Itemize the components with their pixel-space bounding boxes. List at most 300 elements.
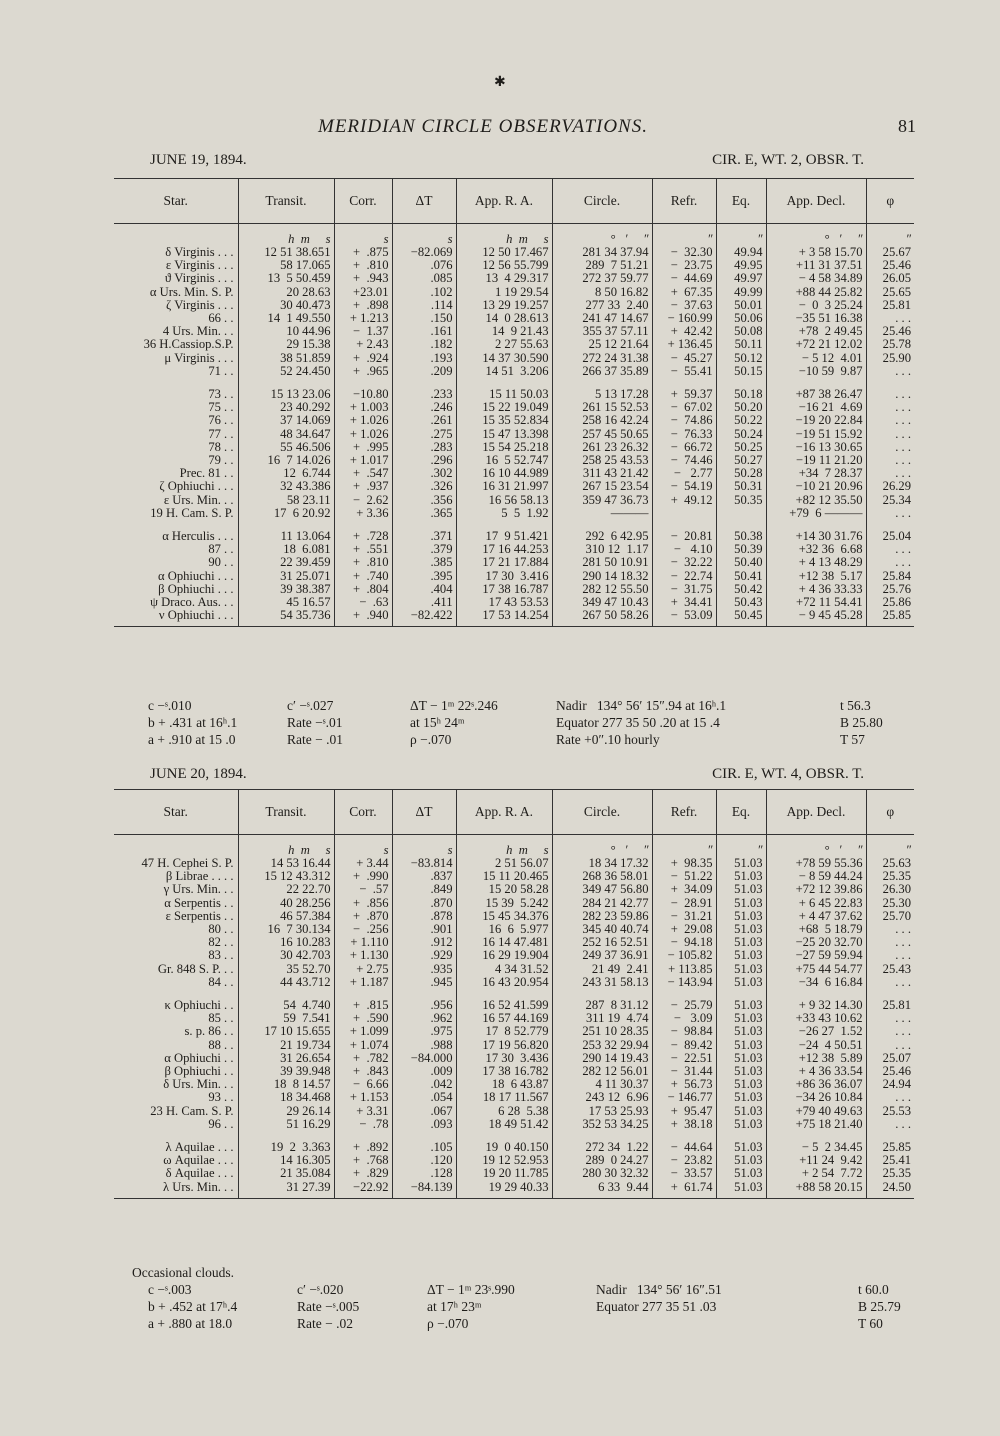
unit-phi: ″ [866,224,914,247]
cell-transit: 35 52.70 [238,963,334,976]
unit-transit: h m s [238,224,334,247]
cell-eq: 50.39 [716,543,766,556]
section-header [150,766,864,783]
cell-app-ra: 18 17 11.567 [456,1091,552,1104]
cell-refr: − 28.91 [652,897,716,910]
cell-star: 47 H. Cephei S. P. [141,856,234,870]
cell-circle: 290 14 18.32 [552,570,652,583]
cell-delta-t: .411 [392,596,456,609]
cell-circle: 355 37 57.11 [552,325,652,338]
cell-delta-t: −84.000 [392,1052,456,1065]
cell-eq: 50.28 [716,467,766,480]
cell-phi: 25.81 [866,989,914,1012]
cell-star: β Librae . . . . [165,869,234,884]
table-row [114,1167,914,1180]
footer-line: c −ˢ.003 [148,1282,192,1297]
cell-app-decl: +11 24 9.42 [766,1154,866,1167]
cell-circle: 267 15 23.54 [552,480,652,493]
cell-eq: 49.97 [716,272,766,285]
cell-star: α Urs. Min. S. P. [149,284,234,299]
cell-star: α Ophiuchi . . [164,1050,234,1065]
cell-app-ra: 16 10 44.989 [456,467,552,480]
cell-app-decl: + 4 47 37.62 [766,910,866,923]
cell-refr: + 38.18 [652,1118,716,1131]
cell-phi: . . . [866,441,914,454]
cell-corr: + 1.213 [334,312,392,325]
cell-phi: 25.81 [866,299,914,312]
cell-delta-t: .233 [392,378,456,401]
column-header-app-ra: App. R. A. [456,790,552,835]
cell-refr: − 4.10 [652,543,716,556]
cell-app-decl: +34 7 28.37 [766,467,866,480]
cell-corr: + .995 [334,441,392,454]
table-row [114,352,914,365]
cell-corr: + .551 [334,543,392,556]
cell-star: ζ Virginis . . . [165,297,234,312]
cell-delta-t: .105 [392,1131,456,1154]
cell-refr: − 23.82 [652,1154,716,1167]
cell-circle: 345 40 40.74 [552,923,652,936]
cell-star: α Ophiuchi . . . [157,568,234,583]
unit-eq: ″ [716,224,766,247]
cell-app-decl: +78 59 55.36 [766,857,866,870]
cell-corr: + .728 [334,520,392,543]
cell-phi: 25.04 [866,520,914,543]
cell-app-decl: + 4 13 48.29 [766,556,866,569]
cell-app-decl: −19 20 22.84 [766,414,866,427]
cell-delta-t: .945 [392,976,456,989]
cell-phi: 26.30 [866,883,914,896]
column-header-circle: Circle. [552,179,652,224]
cell-delta-t: .275 [392,428,456,441]
cell-phi: . . . [866,312,914,325]
cell-eq: 49.99 [716,286,766,299]
cell-phi: . . . [866,428,914,441]
footer-line: c′ −ˢ.020 [297,1282,344,1297]
cell-phi: . . . [866,365,914,378]
column-header-eq: Eq. [716,790,766,835]
table-row [114,963,914,976]
cell-refr: + 67.35 [652,286,716,299]
cell-app-ra: 5 5 1.92 [456,507,552,520]
cell-app-ra: 1 19 29.54 [456,286,552,299]
cell-refr: − 74.86 [652,414,716,427]
cell-app-ra: 16 52 41.599 [456,989,552,1012]
footer-line: Equator 277 35 51 .03 [596,1299,717,1314]
cell-transit: 16 7 14.026 [238,454,334,467]
instrument-info: CIR. E, WT. 2, OBSR. T. [712,152,864,168]
footer-line: Rate +0″.10 hourly [556,732,660,747]
cell-phi: 25.65 [866,286,914,299]
cell-corr: + .547 [334,467,392,480]
cell-refr: − 143.94 [652,976,716,989]
cell-corr: + .768 [334,1154,392,1167]
cell-refr: + 34.09 [652,883,716,896]
cell-delta-t: .042 [392,1078,456,1091]
unit-refr: ″ [652,224,716,247]
cell-corr: − 6.66 [334,1078,392,1091]
unit-corr: s [334,835,392,858]
cell-app-decl: −35 51 16.38 [766,312,866,325]
cell-eq: 51.03 [716,1065,766,1078]
cell-app-ra: 17 16 44.253 [456,543,552,556]
cell-app-ra: 15 11 20.465 [456,870,552,883]
cell-star: 85 . . [208,1011,234,1026]
cell-app-ra: 18 49 51.42 [456,1118,552,1131]
unit-star [114,835,238,858]
cell-eq: 50.40 [716,556,766,569]
cell-app-decl: +88 58 20.15 [766,1181,866,1199]
cell-refr: + 56.73 [652,1078,716,1091]
cell-app-ra: 16 43 20.954 [456,976,552,989]
cell-eq: 51.03 [716,1052,766,1065]
cell-corr: −22.92 [334,1181,392,1199]
cell-delta-t: .371 [392,520,456,543]
cell-delta-t: .296 [392,454,456,467]
cell-circle: 6 33 9.44 [552,1181,652,1199]
cell-eq: 50.06 [716,312,766,325]
cell-star: 83 . . [208,948,234,963]
footer-line: Equator 277 35 50 .20 at 15 .4 [556,715,720,730]
cell-app-decl: +86 36 36.07 [766,1078,866,1091]
column-header-refr: Refr. [652,790,716,835]
footer-col-2 [297,1281,359,1332]
cell-phi: 24.50 [866,1181,914,1199]
cell-eq: 49.95 [716,259,766,272]
cell-delta-t: .870 [392,897,456,910]
cell-app-decl: +12 38 5.17 [766,570,866,583]
cell-transit: 44 43.712 [238,976,334,989]
cell-star: β Ophiuchi . . . [158,581,234,596]
footer-line: a + .910 at 15 .0 [148,732,236,747]
cell-transit: 14 1 49.550 [238,312,334,325]
cell-phi: 25.67 [866,246,914,259]
cell-eq: 50.11 [716,338,766,351]
footer-line: Rate −ˢ.01 [287,715,343,730]
unit-app-ra: h m s [456,835,552,858]
cell-transit: 16 7 30.134 [238,923,334,936]
cell-delta-t: .150 [392,312,456,325]
cell-eq: 51.03 [716,897,766,910]
cell-delta-t: .128 [392,1167,456,1180]
cell-transit: 21 19.734 [238,1039,334,1052]
table-row [114,949,914,962]
cell-phi: 25.35 [866,870,914,883]
cell-delta-t: .901 [392,923,456,936]
cell-app-ra: 15 39 5.242 [456,897,552,910]
cell-corr: + .943 [334,272,392,285]
cell-app-ra: 16 29 19.904 [456,949,552,962]
cell-app-ra: 17 53 14.254 [456,609,552,627]
footer-line: at 17ʰ 23ᵐ [427,1299,482,1314]
footer-col-5 [840,697,883,748]
cell-transit: 54 4.740 [238,989,334,1012]
cell-circle: 281 50 10.91 [552,556,652,569]
cell-star: 4 Urs. Min. . . [162,324,234,339]
cell-circle: 287 8 31.12 [552,989,652,1012]
cell-delta-t: −83.814 [392,857,456,870]
cell-transit: 12 51 38.651 [238,246,334,259]
cell-circle: 17 53 25.93 [552,1105,652,1118]
cell-app-ra: 16 56 58.13 [456,494,552,507]
cell-app-decl: −34 6 16.84 [766,976,866,989]
table-row [114,338,914,351]
cell-phi: . . . [866,1039,914,1052]
cell-corr: + 1.187 [334,976,392,989]
cell-delta-t: .114 [392,299,456,312]
table-row [114,520,914,543]
table-row [114,1131,914,1154]
cell-corr: +23.01 [334,286,392,299]
cell-eq: 50.01 [716,299,766,312]
cell-circle: 310 12 1.17 [552,543,652,556]
cell-star: 19 H. Cam. S. P. [150,505,234,520]
cell-star: 23 H. Cam. S. P. [150,1103,234,1118]
cell-circle: 253 32 29.94 [552,1039,652,1052]
cell-transit: 46 57.384 [238,910,334,923]
cell-refr: − 32.22 [652,556,716,569]
cell-delta-t: .076 [392,259,456,272]
cell-app-decl: +68 5 18.79 [766,923,866,936]
cell-delta-t: .054 [392,1091,456,1104]
footer-col-3 [410,697,498,748]
cell-eq: 50.25 [716,441,766,454]
cell-refr: − 33.57 [652,1167,716,1180]
footer-line: B 25.80 [840,715,883,730]
cell-corr: + 3.44 [334,857,392,870]
cell-star: ζ Ophiuchi . . . [159,479,234,494]
cell-circle: 289 0 24.27 [552,1154,652,1167]
cell-phi: 25.46 [866,259,914,272]
cell-star: κ Ophiuchi . . [164,998,234,1013]
cell-eq: 51.03 [716,1181,766,1199]
cell-eq: 51.03 [716,857,766,870]
cell-eq: 50.31 [716,480,766,493]
ornament-mark: ✱ [494,75,506,90]
table-row [114,428,914,441]
cell-refr: − 44.69 [652,272,716,285]
cell-transit: 45 16.57 [238,596,334,609]
cell-corr: + .590 [334,1012,392,1025]
cell-eq: 51.03 [716,1131,766,1154]
cell-corr: + 1.099 [334,1025,392,1038]
table-row [114,897,914,910]
cell-transit: 22 22.70 [238,883,334,896]
cell-phi: . . . [866,1118,914,1131]
cell-transit: 39 38.387 [238,583,334,596]
cell-corr: + .965 [334,365,392,378]
cell-phi: 25.46 [866,1065,914,1078]
table-row [114,976,914,989]
cell-app-ra: 17 9 51.421 [456,520,552,543]
footer-line: t 60.0 [858,1282,889,1297]
cell-circle: 268 36 58.01 [552,870,652,883]
column-header-corr: Corr. [334,179,392,224]
column-header-transit: Transit. [238,790,334,835]
cell-corr: + .810 [334,556,392,569]
cell-phi: . . . [866,467,914,480]
cell-circle: 311 19 4.74 [552,1012,652,1025]
cell-circle: 5 13 17.28 [552,378,652,401]
footer-line: Rate − .01 [287,732,343,747]
cell-app-ra: 18 6 43.87 [456,1078,552,1091]
cell-star: γ Urs. Min. . . [163,882,234,897]
table-row [114,378,914,401]
cell-app-decl: +75 44 54.77 [766,963,866,976]
cell-transit: 14 53 16.44 [238,857,334,870]
instrument-info: CIR. E, WT. 4, OBSR. T. [712,766,864,782]
cell-delta-t: −82.422 [392,609,456,627]
cell-star: ν Ophiuchi . . . [114,609,238,627]
cell-refr: − 31.21 [652,910,716,923]
cell-phi: 25.85 [866,1131,914,1154]
cell-app-decl: −10 21 20.96 [766,480,866,493]
footer-col-1 [148,1281,237,1332]
cell-circle: 258 16 42.24 [552,414,652,427]
cell-phi: 25.63 [866,857,914,870]
table-row [114,1105,914,1118]
cell-corr: −10.80 [334,378,392,401]
cell-circle: 243 12 6.96 [552,1091,652,1104]
cell-app-ra: 15 45 34.376 [456,910,552,923]
cell-star: λ Aquilae . . . [165,1140,234,1155]
cell-refr: − 76.33 [652,428,716,441]
cell-delta-t: −82.069 [392,246,456,259]
cell-app-decl: −19 11 21.20 [766,454,866,467]
cell-phi: . . . [866,923,914,936]
footer-note: Occasional clouds. [132,1265,234,1280]
cell-app-decl: −24 4 50.51 [766,1039,866,1052]
cell-star: μ Virginis . . . [164,350,234,365]
footer-col-1 [148,697,237,748]
cell-transit: 54 35.736 [238,609,334,627]
cell-eq: 50.27 [716,454,766,467]
cell-corr: + .782 [334,1052,392,1065]
cell-eq: 51.03 [716,1039,766,1052]
cell-transit: 23 40.292 [238,401,334,414]
cell-corr: − .78 [334,1118,392,1131]
cell-refr: − 160.99 [652,312,716,325]
cell-delta-t: .161 [392,325,456,338]
cell-refr [652,507,716,520]
column-header-app-decl: App. Decl. [766,790,866,835]
cell-phi: 25.41 [866,1154,914,1167]
cell-corr: + .875 [334,246,392,259]
cell-corr: + .829 [334,1167,392,1180]
table-row [114,1181,914,1199]
cell-circle: 252 16 52.51 [552,936,652,949]
footer-col-3 [427,1281,515,1332]
cell-transit: 19 2 3.363 [238,1131,334,1154]
cell-transit: 39 39.948 [238,1065,334,1078]
unit-app-decl: ° ′ ″ [766,224,866,247]
cell-transit: 18 6.081 [238,543,334,556]
page-number: 81 [898,116,916,136]
section-header [150,152,864,169]
footer-line: ΔT − 1ᵐ 23ˢ.990 [427,1282,515,1297]
cell-app-decl: −10 59 9.87 [766,365,866,378]
cell-app-ra: 16 31 21.997 [456,480,552,493]
cell-refr: − 51.22 [652,870,716,883]
cell-eq: 50.45 [716,609,766,627]
cell-circle: 18 34 17.32 [552,857,652,870]
unit-eq: ″ [716,835,766,858]
footer-line: T 57 [840,732,865,747]
cell-app-ra: 14 51 3.206 [456,365,552,378]
cell-star: 66 . . [208,311,234,326]
cell-app-ra: 14 0 28.613 [456,312,552,325]
cell-eq: 49.94 [716,246,766,259]
cell-transit: 37 14.069 [238,414,334,427]
cell-refr: − 25.79 [652,989,716,1012]
cell-star: 93 . . [208,1090,234,1105]
cell-app-ra: 19 12 52.953 [456,1154,552,1167]
cell-transit: 31 26.654 [238,1052,334,1065]
cell-circle: ——— [552,507,652,520]
cell-refr: + 98.35 [652,857,716,870]
cell-delta-t: .193 [392,352,456,365]
cell-refr: − 105.82 [652,949,716,962]
cell-eq: 51.03 [716,870,766,883]
cell-app-decl: +87 38 26.47 [766,378,866,401]
footer-line: c −ˢ.010 [148,698,192,713]
cell-phi: 26.05 [866,272,914,285]
cell-phi: 25.35 [866,1167,914,1180]
cell-app-ra: 13 4 29.317 [456,272,552,285]
cell-delta-t: .912 [392,936,456,949]
cell-app-ra: 19 29 40.33 [456,1181,552,1199]
cell-phi: 25.70 [866,910,914,923]
cell-refr: − 74.46 [652,454,716,467]
cell-delta-t: .283 [392,441,456,454]
cell-delta-t: .009 [392,1065,456,1078]
cell-eq: 50.43 [716,596,766,609]
cell-transit: 18 8 14.57 [238,1078,334,1091]
cell-transit: 30 42.703 [238,949,334,962]
cell-app-decl: +32 36 6.68 [766,543,866,556]
cell-eq: 50.20 [716,401,766,414]
cell-app-ra: 17 38 16.782 [456,1065,552,1078]
cell-phi: . . . [866,378,914,401]
column-header-app-ra: App. R. A. [456,179,552,224]
cell-app-decl: +79 6 ——— [766,507,866,520]
cell-app-ra: 4 34 31.52 [456,963,552,976]
cell-app-decl: −27 59 59.94 [766,949,866,962]
cell-phi: . . . [866,454,914,467]
cell-circle: 261 15 52.53 [552,401,652,414]
cell-corr: + 2.43 [334,338,392,351]
table-row [114,414,914,427]
unit-refr: ″ [652,835,716,858]
cell-refr: + 113.85 [652,963,716,976]
cell-phi: . . . [866,401,914,414]
cell-app-ra: 15 11 50.03 [456,378,552,401]
cell-refr: − 55.41 [652,365,716,378]
cell-app-decl: +72 11 54.41 [766,596,866,609]
cell-star: 96 . . [208,1116,234,1131]
cell-app-decl: +82 12 35.50 [766,494,866,507]
cell-eq: 50.38 [716,520,766,543]
cell-corr: + 1.074 [334,1039,392,1052]
cell-app-ra: 16 5 52.747 [456,454,552,467]
cell-eq: 51.03 [716,1078,766,1091]
cell-circle: 359 47 36.73 [552,494,652,507]
cell-app-ra: 15 20 58.28 [456,883,552,896]
cell-phi: 25.46 [866,325,914,338]
cell-star: 78 . . [208,439,234,454]
cell-delta-t: .302 [392,467,456,480]
cell-delta-t: .404 [392,583,456,596]
